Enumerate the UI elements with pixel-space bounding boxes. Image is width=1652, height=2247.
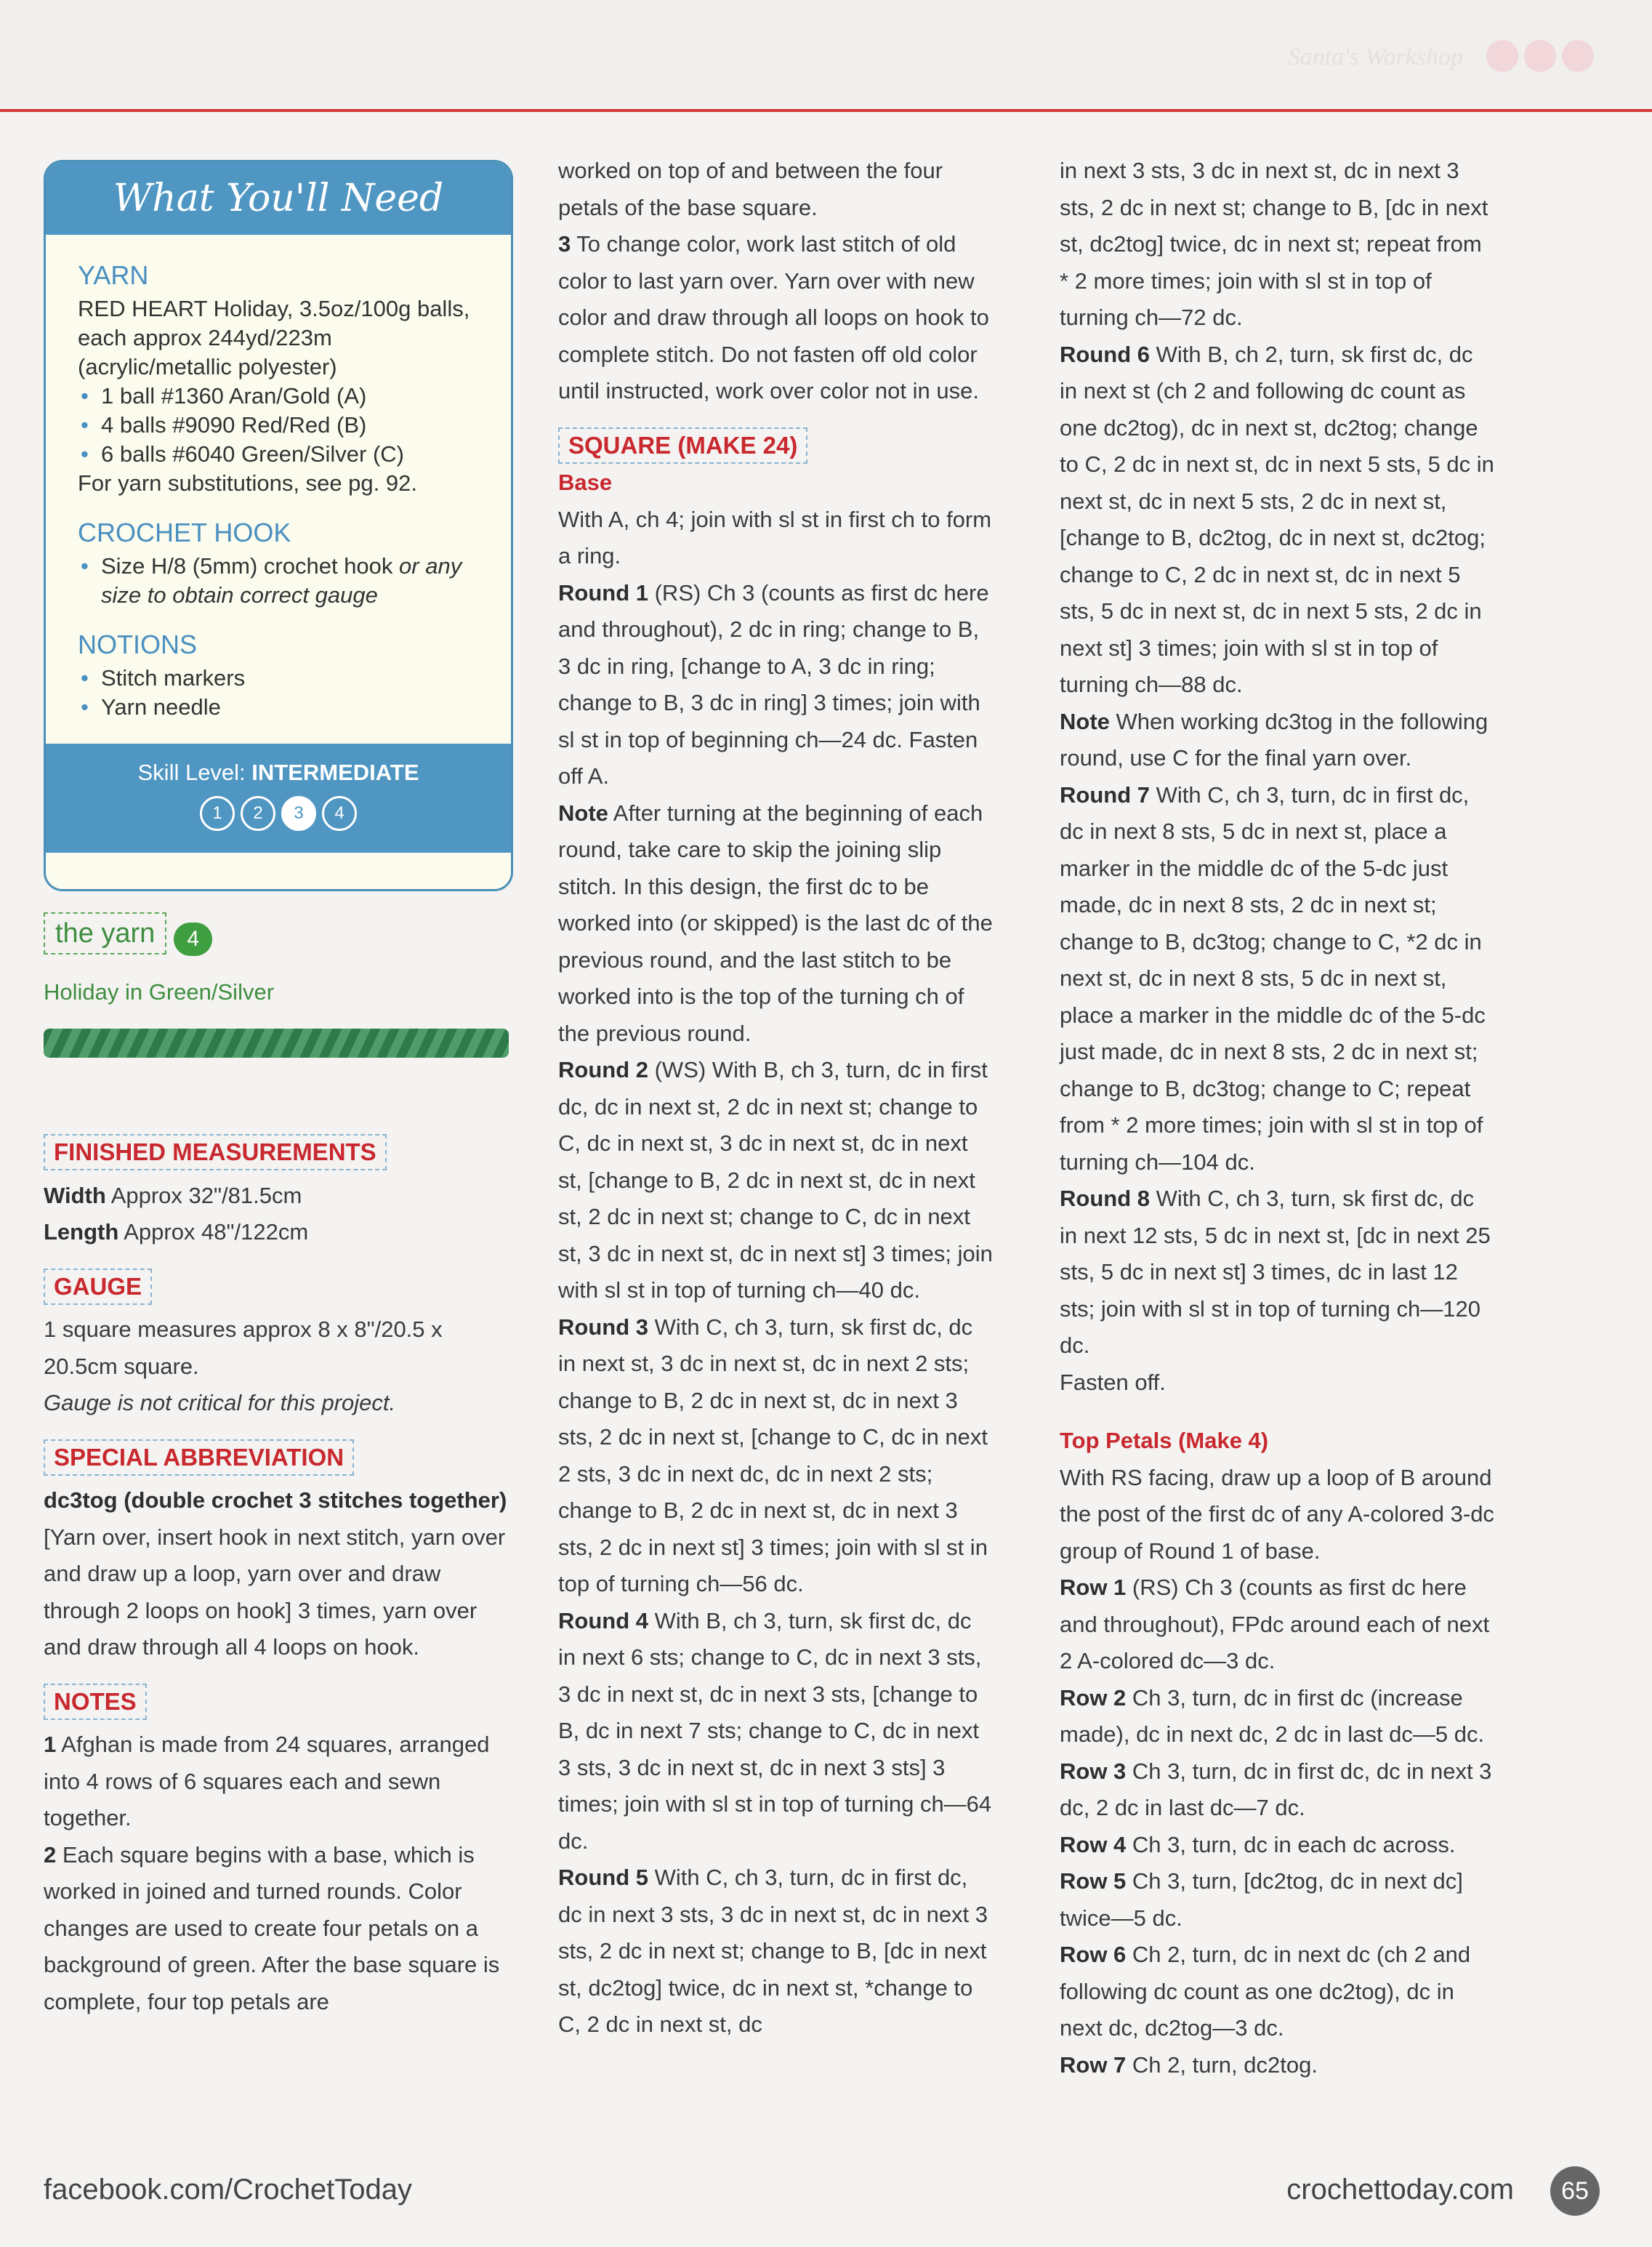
skill-value: INTERMEDIATE (251, 760, 419, 785)
header-title: Santa's Workshop (1287, 44, 1463, 71)
note-2: 2 Each square begins with a base, which is worked in joined and turned rounds. Color changes are used to create four petals on a background of green. After the base square is complete, four top petals are (44, 1841, 500, 2014)
yarn-heading: YARN (78, 260, 149, 290)
measurements-heading: FINISHED MEASUREMENTS (44, 1134, 387, 1170)
top-petals-heading: Top Petals (Make 4) (1060, 1428, 1269, 1453)
abbreviation-text: dc3tog (double crochet 3 stitches together) [Yarn over, insert hook in next stitch, yarn over and draw up a loop, yarn over and draw through 2 loops on hook] 3 times, yarn over and draw through all 4 loops on hook. (44, 1487, 507, 1660)
yarn-item: • 1 ball #1360 Aran/Gold (A) (78, 382, 482, 411)
note-3: 3 To change color, work last stitch of old color to last yarn over. Yarn over with new color and draw through all loops on hook to complete stitch. Do not fasten off old color until instructed, work over color not in use. (558, 231, 989, 403)
need-title: What You'll Need (46, 162, 511, 235)
yarn-name: Holiday in Green/Silver (44, 979, 275, 1005)
yarn-item: • 6 balls #6040 Green/Silver (C) (78, 440, 482, 469)
hook-item: • Size H/8 (5mm) crochet hook or any size to obtain correct gauge (78, 552, 482, 610)
column-3: in next 3 sts, 3 dc in next st, dc in next 3 sts, 2 dc in next st; change to B, [dc in next st, dc2tog] twice, dc in next st; repeat from * 2 more times; join with sl st in top of turning ch—72 dc. Round 6 With B, ch 2, turn, sk first dc, dc in next st (ch 2 and following dc count as one dc2tog), dc in next st, dc2tog; change to C, 2 dc in next st, dc in next 5 sts, 5 dc in next st, dc in next 5 sts, 2 dc in next st, [change to B, dc2tog, dc in next st, dc2tog; change to C, 2 dc in next st, dc in next 5 sts, 5 dc in next st, dc in next 5 sts, 2 dc in next st] 3 times; join with sl st in top of turning ch—88 dc. Note When working dc3tog in the following round, use C for the final yarn over. Round 7 With C, ch 3, turn, dc in first dc, dc in next 8 sts, 5 dc in next st, place a marker in the middle dc of the 5-dc just made, dc in next 8 sts, 2 dc in next st; change to B, dc3tog; change to C, *2 dc in next st, dc in next 8 sts, 5 dc in next st, place a marker in the middle dc of the 5-dc just made, dc in next 8 sts, 2 dc in next st; change to B, dc3tog; change to C; repeat from * 2 more times; join with sl st in top of turning ch—104 dc. Round 8 With C, ch 3, turn, sk first dc, dc in next 12 sts, 5 dc in next st, [dc in next 25 sts, 5 dc in next st] 3 times, dc in last 12 sts; join with sl st in top of turning ch—120 dc. Fasten off. Top Petals (Make 4) With RS facing, draw up a loop of B around the post of the first dc of any A-colored 3-dc group of Round 1 of base. Row 1 (RS) Ch 3 (counts as first dc here and throughout), FPdc around each of next 2 A-colored dc—3 dc. Row 2 Ch 3, turn, dc in first dc (increase made), dc in next dc, 2 dc in last dc—5 dc. Row 3 Ch 3, turn, dc in first dc, dc in next 3 dc, 2 dc in last dc—7 dc. Row 4 Ch 3, turn, dc in each dc across. Row 5 Ch 3, turn, [dc2tog, dc in next dc] twice—5 dc. Row 6 Ch 2, turn, dc in next dc (ch 2 and following dc count as one dc2tog), dc in next dc, dc2tog—3 dc. Row 7 Ch 2, turn, dc2tog. (1060, 153, 1496, 2083)
yarn-label-text: the yarn (44, 912, 166, 954)
notes-heading: NOTES (44, 1684, 147, 1720)
page-number: 65 (1550, 2166, 1600, 2216)
yarn-list (78, 382, 482, 469)
gauge-text: 1 square measures approx 8 x 8"/20.5 x 20.5cm square. (44, 1317, 443, 1379)
skill-dot-active: 3 (281, 796, 316, 831)
column-2: worked on top of and between the four petals of the base square. 3 To change color, work last stitch of old color to last yarn over. Yarn over with new color and draw through all loops on hook to complete stitch. Do not fasten off old color until instructed, work over color not in use. SQUARE (MAKE 24) Base With A, ch 4; join with sl st in first ch to form a ring. Round 1 (RS) Ch 3 (counts as first dc here and throughout), 2 dc in ring; change to B, 3 dc in ring, [change to A, 3 dc in ring; change to B, 3 dc in ring] 3 times; join with sl st in top of beginning ch—24 dc. Fasten off A. Note After turning at the beginning of each round, take care to skip the joining slip stitch. In this design, the first dc to be worked into (or skipped) is the last dc of the previous round, and the last stitch to be worked into is the top of the turning ch of the previous round. Round 2 (WS) With B, ch 3, turn, dc in first dc, dc in next st, 2 dc in next st; change to C, dc in next st, 3 dc in next st, dc in next st, [change to B, 2 dc in next st, dc in next st, 2 dc in next st; change to C, dc in next st, 3 dc in next st, dc in next st] 3 times; join with sl st in top of turning ch—40 dc. Round 3 With C, ch 3, turn, sk first dc, dc in next st, 3 dc in next st, dc in next 2 sts; change to B, 2 dc in next st, dc in next 3 sts, 2 dc in next st, [change to C, dc in next 2 sts, 3 dc in next dc, dc in next 2 sts; change to B, 2 dc in next st, dc in next 3 sts, 2 dc in next st] 3 times; join with sl st in top of turning ch—56 dc. Round 4 With B, ch 3, turn, sk first dc, dc in next 6 sts; change to C, dc in next 3 sts, 3 dc in next st, dc in next 3 sts, [change to B, dc in next 7 sts; change to C, dc in next 3 sts, 3 dc in next st, dc in next 3 sts] 3 times; join with sl st in top of turning ch—64 dc. Round 5 With C, ch 3, turn, dc in first dc, dc in next 3 sts, 3 dc in next st, dc in next 3 sts, 2 dc in next st; change to B, [dc in next st, dc2tog] twice, dc in next st, *change to C, 2 dc in next st, dc (558, 153, 994, 2043)
skill-level-band (46, 744, 511, 853)
yarn-desc: RED HEART Holiday, 3.5oz/100g balls, each approx 244yd/223m (acrylic/metallic polyester) (78, 296, 470, 379)
page-header-band (0, 0, 1652, 112)
skill-dot: 2 (241, 796, 275, 831)
yarn-item: • 4 balls #9090 Red/Red (B) (78, 411, 482, 440)
footer-site-link[interactable]: crochettoday.com (1286, 2174, 1514, 2206)
gauge-heading: GAUGE (44, 1269, 152, 1305)
square-heading: SQUARE (MAKE 24) (558, 427, 807, 464)
abbreviation-heading: SPECIAL ABBREVIATION (44, 1439, 354, 1476)
gauge-note: Gauge is not critical for this project. (44, 1390, 396, 1415)
base-heading: Base (558, 470, 613, 495)
skill-label: Skill Level: (137, 760, 252, 785)
yarn-label (44, 912, 212, 956)
footer-facebook-link[interactable]: facebook.com/CrochetToday (44, 2174, 412, 2206)
skill-dot: 1 (200, 796, 235, 831)
skill-dot: 4 (322, 796, 357, 831)
notions-heading: NOTIONS (78, 630, 198, 659)
yarn-swatch-image (44, 1029, 509, 1058)
notions-item: • Yarn needle (78, 693, 482, 722)
yarn-substitution: For yarn substitutions, see pg. 92. (78, 470, 417, 496)
header-dots (1480, 40, 1594, 76)
what-youll-need-box (44, 160, 513, 891)
yarn-weight-badge: 4 (174, 922, 212, 956)
skill-dots (46, 796, 511, 831)
notions-item: • Stitch markers (78, 664, 482, 693)
hook-heading: CROCHET HOOK (78, 518, 291, 547)
note-1: 1 Afghan is made from 24 squares, arranged into 4 rows of 6 squares each and sewn together. (44, 1732, 490, 1830)
column-1: FINISHED MEASUREMENTS Width Approx 32"/81.5cm Length Approx 48"/122cm GAUGE 1 square measures approx 8 x 8"/20.5 x 20.5cm square. Gauge is not critical for this project. SPECIAL ABBREVIATION dc3tog (double crochet 3 stitches together) [Yarn over, insert hook in next stitch, yarn over and draw up a loop, yarn over and draw through 2 loops on hook] 3 times, yarn over and draw through all 4 loops on hook. NOTES 1 Afghan is made from 24 squares, arranged into 4 rows of 6 squares each and sewn together. 2 Each square begins with a base, which is worked in joined and turned rounds. Color changes are used to create four petals on a background of green. After the base square is complete, four top petals are (44, 1134, 509, 2020)
